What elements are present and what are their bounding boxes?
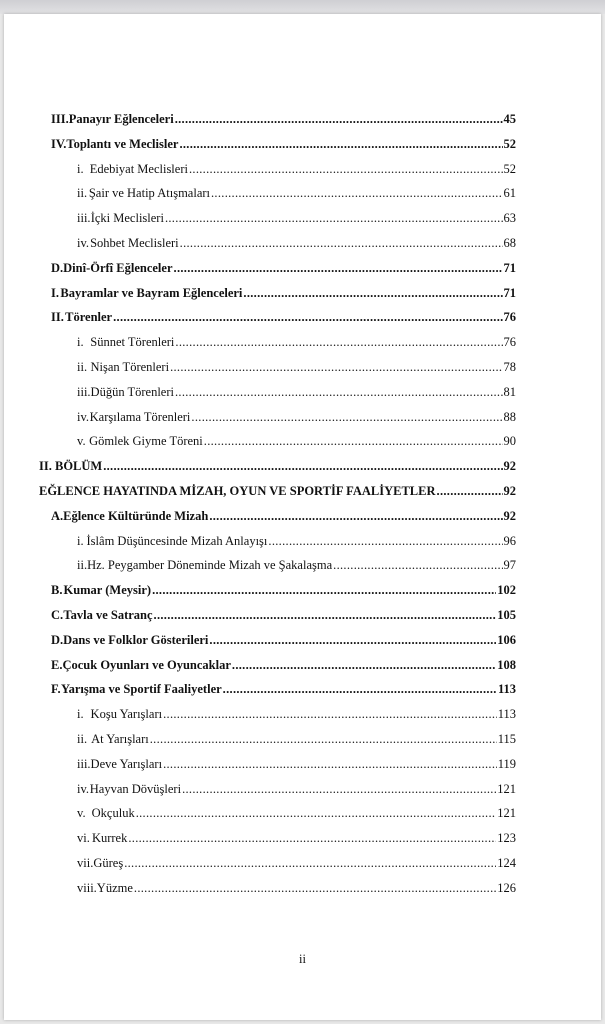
toc-entry-number: vi. [77,831,90,846]
toc-entry-page-number: 68 [503,236,516,250]
toc-entry-title: Törenler [65,310,113,325]
toc-entry-title: Hz. Peygamber Döneminde Mizah ve Şakalaşma [87,558,333,573]
toc-entry[interactable] [77,234,516,252]
toc-entry-title: Okçuluk [91,806,135,821]
toc-entry-title: Deve Yarışları [90,756,163,771]
toc-entry-title: Çocuk Oyunları ve Oyuncaklar [62,657,231,672]
toc-dot-leader [154,606,497,624]
toc-entry[interactable] [51,135,516,153]
toc-entry[interactable] [77,829,516,847]
toc-entry-number: i. [77,533,84,548]
toc-entry-number: iii. [77,756,91,771]
toc-entry-page-number: 71 [503,285,516,300]
toc-entry-title: Edebiyat Meclisleri [89,161,188,176]
toc-entry[interactable] [77,780,516,798]
toc-entry-number: ii. [77,186,88,201]
toc-dot-leader [163,705,497,723]
toc-entry-title: Yüzme [96,880,133,895]
toc-entry-number: I. [51,285,59,300]
toc-dot-leader [134,879,496,897]
toc-entry-page-number: 81 [503,384,516,399]
toc-entry-title: Bayramlar ve Bayram Eğlenceleri [60,285,243,300]
toc-entry-title: Gömlek Giyme Töreni [89,434,203,449]
toc-entry-title: Kurrek [91,831,128,846]
toc-entry-title: Şair ve Hatip Atışmaları [88,186,210,201]
toc-entry[interactable] [77,432,516,450]
toc-entry[interactable] [77,408,516,426]
toc-entry-title: Sünnet Törenleri [90,335,175,350]
toc-dot-leader [191,408,502,426]
toc-dot-leader [152,581,496,599]
toc-entry[interactable] [77,556,516,574]
toc-entry-number: D. [51,632,64,647]
toc-entry-number: v. [77,806,86,821]
toc-entry[interactable] [77,879,516,897]
toc-entry[interactable] [77,209,516,227]
toc-entry[interactable] [77,705,516,723]
toc-entry-page-number: 88 [503,409,516,424]
toc-dot-leader [136,804,497,822]
toc-entry[interactable] [77,755,516,773]
toc-dot-leader [180,234,503,252]
toc-entry-number: iii. [77,384,91,399]
toc-dot-leader [150,730,497,748]
toc-entry[interactable] [77,383,516,401]
toc-dot-leader [174,259,503,277]
toc-entry-number: iii. [77,211,91,226]
toc-entry[interactable] [77,804,516,822]
toc-dot-leader [268,532,502,550]
toc-entry-title: II. BÖLÜM [39,459,103,474]
toc-dot-leader [333,556,502,574]
toc-entry-page-number: 61 [503,186,516,201]
toc-entry-number: ii. [77,558,88,573]
toc-entry-page-number: 97 [503,558,516,573]
toc-entry-page-number: 105 [497,608,516,622]
toc-entry-number: D. [51,260,64,275]
toc-entry-title: Dans ve Folklor Gösterileri [63,632,209,647]
toc-entry-title: Sohbet Meclisleri [90,236,179,250]
toc-entry-title: Dinî-Örfî Eğlenceler [63,260,173,275]
toc-entry-page-number: 78 [503,360,516,374]
toc-entry-page-number: 90 [503,434,516,449]
toc-entry-number: A. [51,508,64,523]
toc-entry-page-number: 124 [497,856,516,870]
toc-entry-page-number: 45 [503,112,516,126]
toc-entry-number: E. [51,657,63,672]
toc-entry-title: At Yarışları [91,732,149,746]
toc-dot-leader [209,631,496,649]
toc-entry-page-number: 121 [497,806,516,821]
toc-entry[interactable] [51,259,516,277]
toc-entry-page-number: 119 [497,756,516,771]
toc-entry-title: Tavla ve Satranç [63,608,153,622]
toc-entry-page-number: 123 [497,831,516,846]
toc-entry-number: i. [77,707,84,722]
toc-entry-title: Karşılama Törenleri [89,409,191,424]
toc-entry-title: Eğlence Kültüründe Mizah [63,508,209,523]
toc-entry-number: i. [77,161,84,176]
toc-entry-page-number: 52 [503,161,516,176]
toc-entry-number: v. [77,434,86,449]
toc-entry-page-number: 92 [503,484,516,498]
toc-entry-page-number: 76 [503,335,516,350]
toc-entry[interactable] [77,532,516,550]
toc-entry-page-number: 115 [497,732,516,746]
toc-entry-page-number: 63 [503,211,516,226]
toc-entry[interactable] [77,160,516,178]
toc-entry-page-number: 102 [497,583,516,598]
toc-entry-number: iv. [77,781,90,796]
toc-entry-page-number: 92 [503,508,516,523]
toc-dot-leader [189,160,503,178]
toc-entry[interactable] [51,680,516,698]
toc-dot-leader [175,110,503,128]
toc-entry-title: EĞLENCE HAYATINDA MİZAH, OYUN VE SPORTİF FAALİYETLER [39,484,436,498]
toc-dot-leader [204,432,503,450]
toc-entry-title: Kumar (Meysir) [63,583,152,598]
toc-entry-title: Hayvan Dövüşleri [89,781,182,796]
toc-entry[interactable] [39,482,516,500]
toc-entry-page-number: 76 [503,310,516,325]
toc-entry[interactable] [51,656,516,674]
toc-entry-page-number: 96 [503,533,516,548]
toc-entry-number: F. [51,682,61,697]
toc-entry[interactable] [51,631,516,649]
toc-entry[interactable] [77,854,516,872]
toc-entry-title: İslâm Düşüncesinde Mizah Anlayışı [86,533,268,548]
toc-entry-number: iv. [77,236,90,250]
toc-dot-leader [128,829,496,847]
toc-entry-number: C. [51,608,64,622]
toc-entry-number: II. [51,310,64,325]
toc-entry-page-number: 113 [497,707,516,722]
toc-entry-title: İçki Meclisleri [90,211,164,226]
toc-entry-number: III. [51,112,69,126]
toc-entry-page-number: 52 [503,136,516,151]
toc-dot-leader [175,333,502,351]
toc-entry-title: Düğün Törenleri [90,384,174,399]
toc-entry-number: B. [51,583,63,598]
toc-entry-number: ii. [77,360,88,374]
toc-entry-title: Yarışma ve Sportif Faaliyetler [60,682,222,697]
toc-entry-page-number: 108 [497,657,516,672]
toc-entry-page-number: 113 [497,682,516,697]
toc-dot-leader [209,507,502,525]
toc-dot-leader [165,209,503,227]
toc-entry-title: Güreş [93,856,124,870]
toc-dot-leader [223,680,497,698]
toc-entry-page-number: 92 [503,459,516,474]
toc-entry[interactable] [77,730,516,748]
toc-dot-leader [179,135,502,153]
page-number-footer: ii [299,952,306,966]
toc-entry[interactable] [51,507,516,525]
toc-dot-leader [103,457,502,475]
toc-dot-leader [211,184,503,202]
toc-entry[interactable] [51,308,516,326]
toc-dot-leader [163,755,497,773]
toc-dot-leader [232,656,496,674]
toc-entry-title: Nişan Törenleri [90,360,170,374]
toc-entry[interactable] [77,358,516,376]
toc-entry-number: ii. [77,732,88,746]
toc-entry-page-number: 126 [497,880,516,895]
table-of-contents [4,14,601,1020]
toc-entry-number: i. [77,335,84,350]
toc-entry[interactable] [51,110,516,128]
toc-entry-page-number: 71 [503,260,516,275]
toc-entry[interactable] [51,284,516,302]
toc-entry-number: iv. [77,409,90,424]
toc-entry[interactable] [51,606,516,624]
toc-dot-leader [113,308,502,326]
toc-dot-leader [437,482,503,500]
toc-entry[interactable] [77,184,516,202]
toc-entry[interactable] [77,333,516,351]
toc-dot-leader [170,358,502,376]
toc-entry-number: viii. [77,880,97,895]
toc-entry-page-number: 121 [497,781,516,796]
toc-entry[interactable] [51,581,516,599]
toc-dot-leader [175,383,503,401]
toc-entry-number: IV. [51,136,67,151]
toc-dot-leader [243,284,502,302]
toc-entry-page-number: 106 [497,632,516,647]
toc-entry-title: Panayır Eğlenceleri [68,112,174,126]
toc-dot-leader [182,780,496,798]
toc-entry-title: Toplantı ve Meclisler [66,136,179,151]
toc-entry-number: vii. [77,856,94,870]
viewer-top-bar [0,0,605,14]
toc-entry[interactable] [39,457,516,475]
toc-dot-leader [124,854,496,872]
document-page [4,14,601,1020]
toc-entry-title: Koşu Yarışları [90,707,163,722]
